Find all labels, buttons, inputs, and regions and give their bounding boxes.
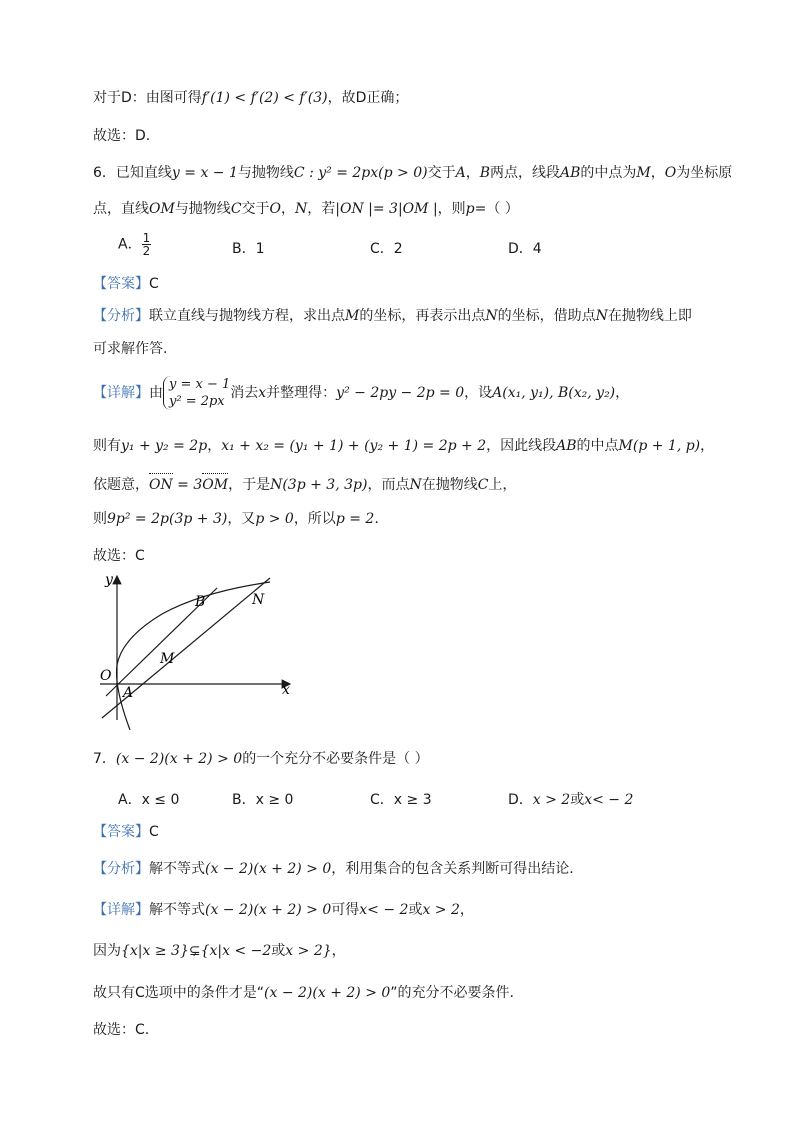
answer-tag: 【答案】 (93, 824, 149, 840)
answer-tag: 【答案】 (93, 276, 149, 292)
answer-7: 【答案】C (93, 824, 159, 840)
label-a: A (123, 685, 134, 701)
para-choice-d: 故选：D. (93, 128, 151, 144)
para-choice-c-6: 故选：C (93, 548, 145, 564)
analysis-tag: 【分析】 (93, 308, 149, 324)
detail-6-line-4: 则9p² = 2p(3p + 3)，又p > 0，所以p = 2. (93, 511, 379, 527)
analysis-7: 【分析】解不等式(x − 2)(x + 2) > 0，利用集合的包含关系判断可得出结论. (93, 861, 574, 877)
option-c: C．x ≥ 3 (370, 792, 432, 808)
option-c: C．2 (370, 241, 403, 257)
parabola-figure (92, 570, 302, 730)
label-o: O (100, 668, 112, 684)
analysis-tag: 【分析】 (93, 861, 149, 877)
detail-tag: 【详解】 (93, 385, 149, 401)
question-7-options (118, 789, 678, 811)
question-6-line-2: 点，直线OM与抛物线C交于O，N，若|ON |= 3|OM |，则p=（ ） (93, 201, 519, 217)
question-6-options (118, 231, 678, 258)
detail-6-line-1: 【详解】由 y = x − 1 y² = 2px 消去x并整理得：y² − 2py − 2p = 0，设A(x₁, y₁), B(x₂, y₂)， (93, 377, 630, 409)
para-choice-c-7: 故选：C. (93, 1022, 150, 1038)
label-x: x (282, 682, 290, 698)
label-n: N (252, 592, 265, 608)
detail-7-line-3: 故只有C选项中的条件才是“(x − 2)(x + 2) > 0”的充分不必要条件. (93, 985, 514, 1001)
label-b: B (195, 594, 206, 610)
analysis-6-line-2: 可求解作答. (93, 341, 168, 357)
option-b: B．1 (232, 241, 265, 257)
detail-7-line-2: 因为{x|x ≥ 3}⊊{x|x < −2或x > 2}， (93, 943, 346, 959)
detail-6-line-3: 依题意，ON = 3OM，于是N(3p + 3, 3p)，而点N在抛物线C上， (93, 473, 516, 495)
question-6-line-1: 6．已知直线y = x − 1与抛物线C : y² = 2px(p > 0)交于A，B两点，线段AB的中点为M，O为坐标原 (93, 165, 733, 181)
detail-tag: 【详解】 (93, 902, 149, 918)
answer-6: 【答案】C (93, 276, 159, 292)
option-a: A．x ≤ 0 (118, 792, 180, 808)
option-b: B．x ≥ 0 (232, 792, 294, 808)
detail-7-line-1: 【详解】解不等式(x − 2)(x + 2) > 0可得x< − 2或x > 2， (93, 902, 474, 918)
option-d: D．x > 2或x< − 2 (508, 792, 634, 808)
fraction: $\frac{1}{2}$ (142, 231, 151, 258)
parabola-curve (117, 582, 270, 730)
label-y: y (105, 572, 113, 588)
option-d: D．4 (508, 241, 542, 257)
analysis-6-line-1: 【分析】联立直线与抛物线方程，求出点M的坐标，再表示出点N的坐标，借助点N在抛物线上即 (93, 308, 692, 324)
equation-system: y = x − 1 y² = 2px (163, 376, 230, 410)
option-a: A． $\frac{1}{2}$ (118, 231, 151, 258)
detail-6-line-2: 则有y₁ + y₂ = 2p，x₁ + x₂ = (y₁ + 1) + (y₂ + 1) = 2p + 2，因此线段AB的中点M(p + 1, p)， (93, 438, 715, 454)
question-7: 7．(x − 2)(x + 2) > 0的一个充分不必要条件是（ ） (93, 751, 429, 767)
derivative-inequality: f′(1) < f′(2) < f′(3) (201, 90, 328, 106)
label-m: M (160, 651, 175, 667)
para-option-d-conclusion: 对于D：由图可得f′(1) < f′(2) < f′(3)，故D正确； (93, 90, 409, 106)
